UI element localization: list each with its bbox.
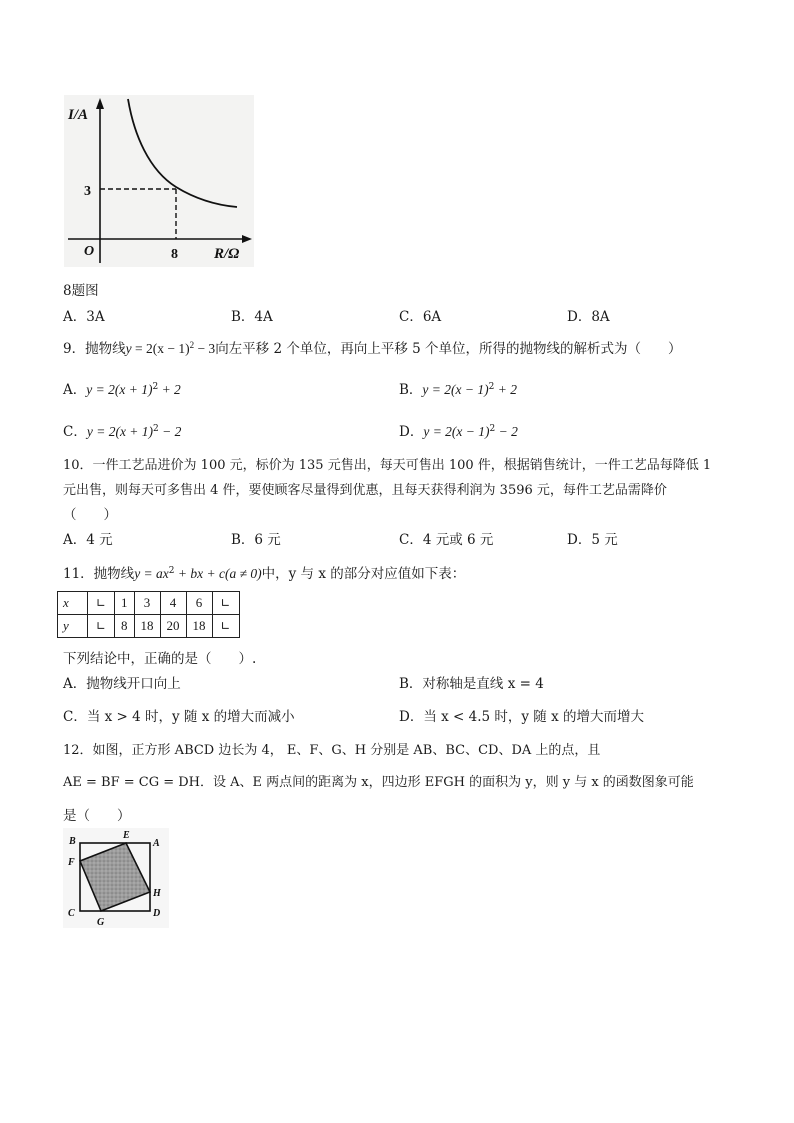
table-cell: ∟ <box>88 615 115 638</box>
q9-option-a-expr: y = 2(x + 1) <box>86 382 153 397</box>
q9-option-d-expr: y = 2(x − 1) <box>423 424 490 439</box>
table-cell: 4 <box>160 592 186 615</box>
q9-expression <box>126 341 216 356</box>
q9-option-c-tail: − 2 <box>158 424 182 439</box>
q11-option-d: D．当 x < 4.5 时，y 随 x 的增大而增大 <box>399 709 644 725</box>
q11-stem <box>63 562 465 582</box>
q9-option-a-tail: + 2 <box>158 382 181 397</box>
point-label-e: E <box>123 830 130 841</box>
table-cell: 20 <box>160 615 186 638</box>
q11-option-c: C．当 x > 4 时，y 随 x 的增大而减小 <box>63 709 295 725</box>
q9-option-d-exponent: 2 <box>489 424 496 434</box>
table-row-y <box>58 615 240 638</box>
q9-option-b-exponent: 2 <box>488 382 495 392</box>
q9-expr-tail: − 3 <box>194 341 216 356</box>
q9-option-c <box>63 420 181 440</box>
q9-option-c-exponent: 2 <box>153 424 159 434</box>
q9-option-b <box>399 378 517 398</box>
q10-option-d: D．5 元 <box>567 532 618 548</box>
q9-option-b-tail: + 2 <box>494 382 517 397</box>
q11-option-b: B．对称轴是直线 x = 4 <box>399 676 544 692</box>
q9-option-a-label: A． <box>63 382 87 398</box>
table-cell: 18 <box>186 615 212 638</box>
table-cell: 6 <box>186 592 212 615</box>
q9-option-d-tail: − 2 <box>495 424 518 439</box>
point-label-b: B <box>69 836 76 847</box>
q8-option-b: B．4A <box>231 309 273 325</box>
table-header-y: y <box>58 615 88 638</box>
q11-expression-tail: + bx + c(a ≠ 0) <box>174 566 262 581</box>
table-cell: ∟ <box>212 592 239 615</box>
point-label-h: H <box>153 888 161 899</box>
figure-12-square <box>63 828 169 928</box>
table-cell: ∟ <box>212 615 239 638</box>
q9-expr-exponent: 2 <box>189 340 195 350</box>
point-label-c: C <box>68 908 75 919</box>
q9-option-c-expr: y = 2(x + 1) <box>86 424 154 439</box>
x-axis-label: R/Ω <box>214 246 240 262</box>
q10-option-b: B．6 元 <box>231 532 281 548</box>
q10-line-1: 10．一件工艺品进价为 100 元，标价为 135 元售出，每天可售出 100 件，根据销售统计，一件工艺品每降低 1 <box>63 458 712 473</box>
table-row-x <box>58 592 240 615</box>
q11-exponent: 2 <box>168 566 175 576</box>
table-cell: 8 <box>115 615 135 638</box>
y-tick-label: 3 <box>84 184 91 199</box>
q11-text: 中，y 与 x 的部分对应值如下表： <box>261 566 466 582</box>
figure-8-graph <box>64 95 254 267</box>
q11-number: 11．抛物线 <box>63 566 135 582</box>
q12-line-3: 是（ ） <box>63 808 131 824</box>
q9-stem <box>63 337 682 357</box>
q9-option-b-label: B． <box>399 382 423 398</box>
q9-expr-rhs: = 2(x − 1) <box>131 341 190 356</box>
q10-line-3: （ ） <box>63 507 117 523</box>
table-header-x: x <box>58 592 88 615</box>
point-label-a: A <box>153 838 160 849</box>
q11-option-a: A．抛物线开口向上 <box>63 676 181 692</box>
q9-expr-lhs: y <box>125 341 132 356</box>
q10-option-c: C．4 元或 6 元 <box>399 532 494 548</box>
figure-8-caption: 8题图 <box>63 283 99 299</box>
q12-line-2: AE = BF = CG = DH．设 A、E 两点间的距离为 x，四边形 EFGH 的面积为 y，则 y 与 x 的函数图象可能 <box>63 775 694 790</box>
table-cell: 3 <box>134 592 160 615</box>
q9-option-d <box>399 420 518 440</box>
q8-option-d: D．8A <box>567 309 610 325</box>
origin-label: O <box>84 244 95 259</box>
point-label-f: F <box>68 857 75 868</box>
table-cell: ∟ <box>88 592 115 615</box>
q11-value-table <box>57 591 240 638</box>
q10-option-a: A．4 元 <box>63 532 113 548</box>
q9-option-c-label: C． <box>63 424 87 440</box>
q9-text: 向左平移 2 个单位，再向上平移 5 个单位，所得的抛物线的解析式为（ ） <box>215 341 682 357</box>
inverse-curve <box>128 99 237 207</box>
point-label-g: G <box>97 917 105 928</box>
q10-line-2: 元出售，则每天可多售出 4 件，要使顾客尽量得到优惠，且每天获得利润为 3596 元，每件工艺品需降价 <box>63 483 667 498</box>
q9-number: 9．抛物线 <box>63 341 126 357</box>
table-cell: 1 <box>115 592 135 615</box>
q8-option-a: A．3A <box>63 309 105 325</box>
point-label-d: D <box>153 908 161 919</box>
x-axis-arrow-icon <box>242 235 252 243</box>
q11-expression: y = ax <box>134 566 169 581</box>
x-tick-label: 8 <box>171 247 178 262</box>
q8-option-c: C．6A <box>399 309 442 325</box>
q9-option-a <box>63 378 181 398</box>
q12-line-1: 12．如图，正方形 ABCD 边长为 4， E、F、G、H 分别是 AB、BC、CD、DA 上的点，且 <box>63 743 601 758</box>
q9-option-d-label: D． <box>399 424 424 440</box>
y-axis-arrow-icon <box>96 98 104 109</box>
table-cell: 18 <box>134 615 160 638</box>
q9-option-b-expr: y = 2(x − 1) <box>422 382 489 397</box>
y-axis-label: I/A <box>68 107 89 123</box>
inner-quadrilateral-efgh <box>80 843 150 911</box>
q11-prompt: 下列结论中，正确的是（ ）. <box>63 651 257 667</box>
q9-option-a-exponent: 2 <box>152 382 159 392</box>
